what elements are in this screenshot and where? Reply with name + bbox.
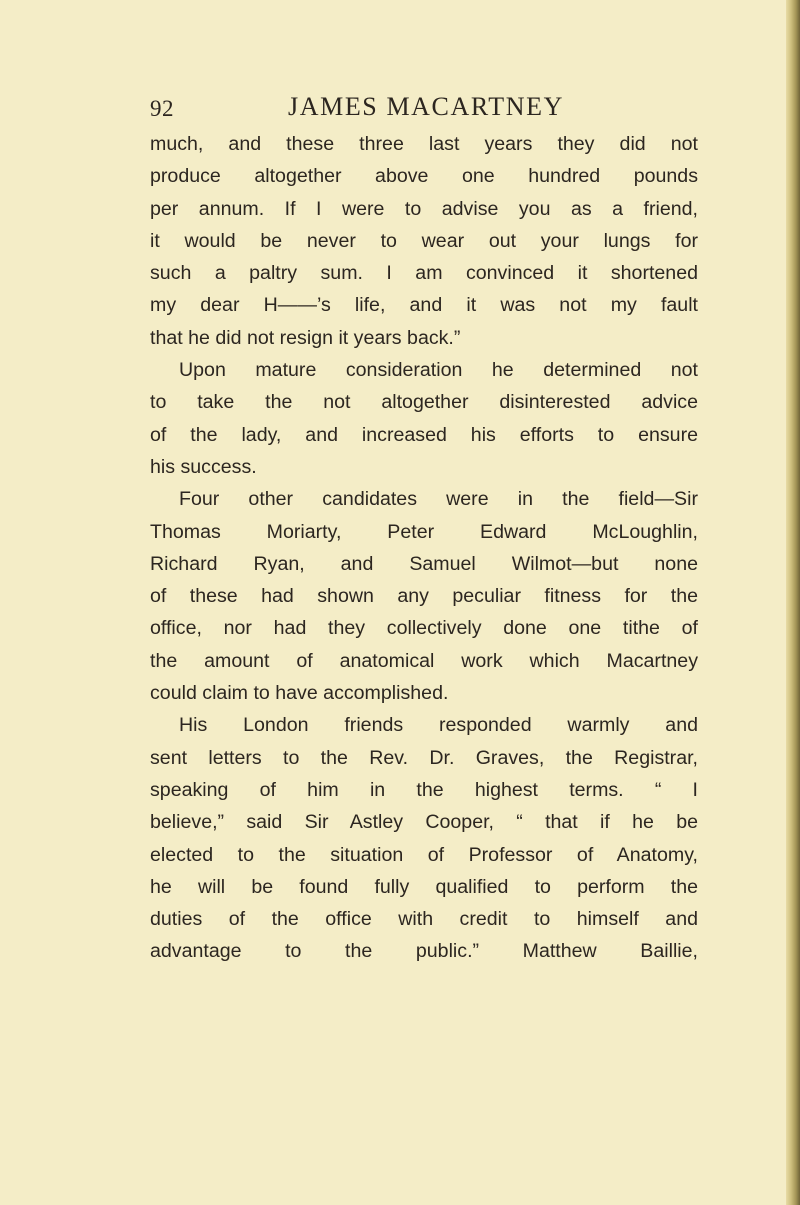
text-line: could claim to have accomplished. [150,682,449,705]
text-line: His London friends responded warmly and [179,714,698,737]
text-line: speaking of him in the highest terms. “ I [150,778,698,801]
text-line: Thomas Moriarty, Peter Edward McLoughlin, [150,520,698,543]
text-line: of these had shown any peculiar fitness for the [150,585,698,608]
text-line: believe,” said Sir Astley Cooper, “ that if he be [150,811,698,834]
running-head: JAMES MACARTNEY [288,92,564,121]
text-line: such a paltry sum. I am convinced it shortened [150,262,698,285]
text-line: produce altogether above one hundred pounds [150,165,698,188]
text-line: elected to the situation of Professor of Anatomy, [150,843,698,866]
text-line: to take the not altogether disinterested advice [150,391,698,414]
text-line: office, nor had they collectively done one tithe of [150,617,698,640]
text-line: of the lady, and increased his efforts to ensure [150,423,698,446]
text-line: his success. [150,455,257,478]
text-line: it would be never to wear out your lungs for [150,229,698,252]
text-line: Richard Ryan, and Samuel Wilmot—but none [150,552,698,575]
text-line: much, and these three last years they did not [150,133,698,155]
text-line: the amount of anatomical work which Macartney [150,649,698,672]
text-line: Upon mature consideration he determined not [179,359,698,382]
text-line: per annum. If I were to advise you as a friend, [150,197,698,220]
page-number: 92 [150,96,174,121]
text-line: that he did not resign it years back.” [150,326,461,349]
text-line: duties of the office with credit to himself and [150,908,698,931]
body-text [150,128,698,968]
page-edge-shadow [786,0,800,1205]
text-line: Four other candidates were in the field—Sir [179,488,698,511]
text-line: my dear H——’s life, and it was not my fault [150,294,698,317]
text-line: he will be found fully qualified to perform the [150,875,698,898]
text-line: sent letters to the Rev. Dr. Graves, the Registrar, [150,746,698,769]
text-line: advantage to the public.” Matthew Baillie, [150,940,698,963]
